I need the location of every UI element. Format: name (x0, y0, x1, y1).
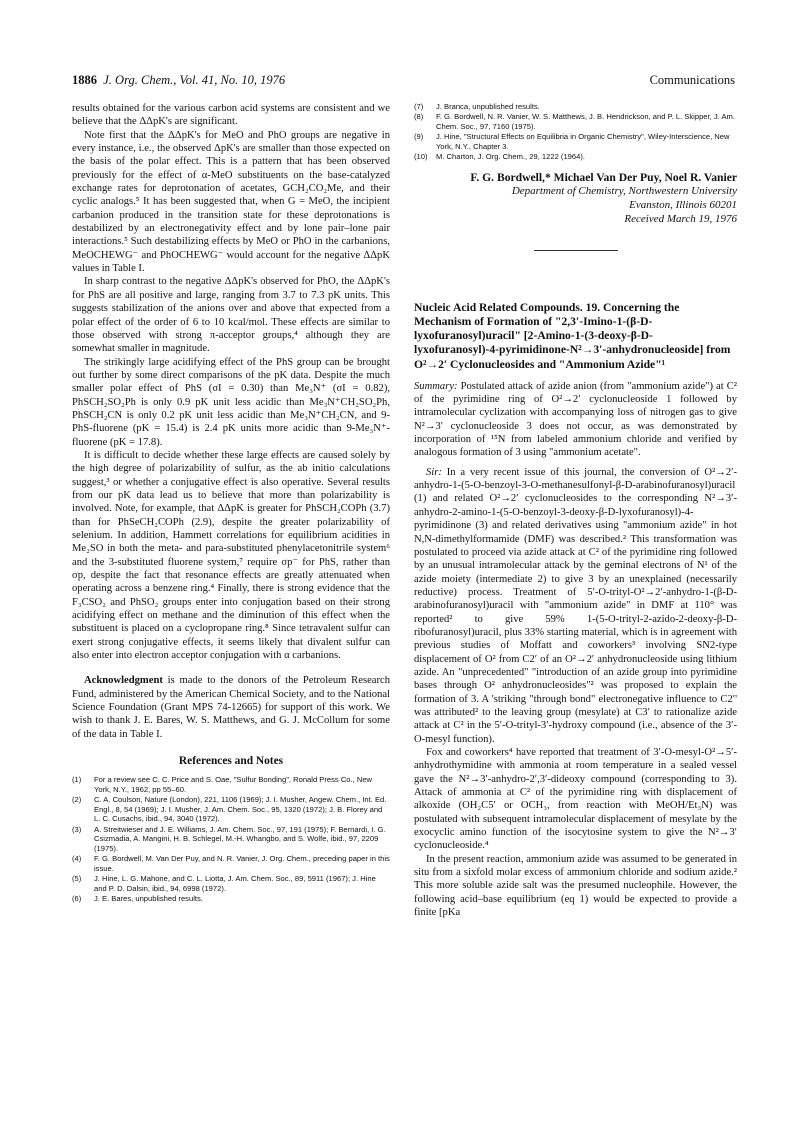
reference-list-continued (414, 102, 737, 162)
paragraph: Note first that the ΔΔpK's for MeO and PhO groups are negative in every instance, i.e., the observed ΔpK's are smaller than those expected on the basis of the polar effect. This is a pattern that has been observed previously for the effect of α-MeO substituents on the base-catalyzed exchange rates for deprotonation of acetates, GCH₂CO₂Me, and their cyclic analogs.⁵ It has been suggested that, when G = MeO, the incipient carbanion produced in the transition state for these deprotonations is destabilized by an electronegativity effect and by lone pair–lone pair interactions.⁵ Such destabilizing effects by MeO or PhO in the carbanions, MeOCHEWG⁻ and PhOCHEWG⁻ would account for the negative ΔΔpK values in Table I. (72, 129, 390, 275)
reference-item (72, 775, 390, 794)
header-left (72, 70, 285, 90)
reference-list (72, 775, 390, 904)
reference-text: F. G. Bordwell, M. Van Der Puy, and N. R. Vanier, J. Org. Chem., preceding paper in this issue. (94, 854, 390, 873)
affiliation-line: Evanston, Illinois 60201 (629, 198, 737, 211)
journal-citation: J. Org. Chem., Vol. 41, No. 10, 1976 (103, 73, 286, 87)
received-date: Received March 19, 1976 (624, 212, 737, 225)
paragraph: In the present reaction, ammonium azide was assumed to be generated in situ from a sixfold molar excess of ammonium chloride and sodium azide.² This more soluble azide salt was the presumed nucleophile. However, the following acid–base equilibrium (eq 1) would be expected to provide a finite [pKa (414, 853, 737, 919)
reference-number: (3) (72, 824, 82, 834)
reference-text: J. Branca, unpublished results. (436, 102, 540, 111)
summary (414, 380, 737, 460)
reference-text: C. A. Coulson, Nature (London), 221, 1106 (1969); J. I. Musher, Angew. Chem., Int. Ed. Engl., 8, 54 (1969); J. I. Musher, J. Am. Chem. Soc., 95, 1320 (1972); J. B. Florey and L. C. Cusachs, ibid., 94, 3040 (1972). (94, 795, 387, 824)
paragraph: Fox and coworkers⁴ have reported that treatment of 3′-O-mesyl-O²→5′-anhydrothymidine with ammonia at room temperature in a sealed vessel gave the N²→3′-anhydro-2′,3′-dideoxy compound (corresponding to 3). Attack of ammonia at C² of the pyrimidine ring with displacement of alkoxide (OH₂C5′ or OCH₃, from reaction with MeOH/Et₃N) was postulated with subsequent intramolecular displacement of mesylate by the exocyclic amino function of the isocytosine system to give the N²→3′ cyclonucleoside.⁴ (414, 747, 737, 852)
author-line: F. G. Bordwell,* Michael Van Der Puy, Noel R. Vanier (470, 170, 737, 184)
acknowledgment (72, 674, 390, 741)
article-title: Nucleic Acid Related Compounds. 19. Concerning the Mechanism of Formation of "2,3′-Imino-1-(β-D-lyxofuranosyl)uracil" [2-Amino-1-(3-deoxy-β-D-lyxofuranosyl)-4-pyrimidinone-N²→3′-anhydronucleoside] from O²→2′ Cyclonucleosides and "Ammonium Azide"¹ (414, 300, 731, 371)
sir-label: Sir: (426, 466, 442, 478)
reference-item (72, 825, 390, 854)
page-number: 1886 (72, 73, 97, 87)
section-name: Communications (649, 73, 735, 87)
reference-number: (5) (72, 874, 82, 884)
right-column (414, 102, 737, 919)
reference-item (414, 112, 737, 131)
reference-number: (4) (72, 854, 82, 864)
acknowledgment-label: Acknowledgment (84, 675, 163, 687)
reference-number: (10) (414, 152, 428, 162)
reference-text: J. Hine, L. G. Mahone, and C. L. Liotta, J. Am. Chem. Soc., 89, 5911 (1967); J. Hine and P. D. Dalsin, ibid., 94, 6998 (1972). (94, 874, 376, 893)
reference-item (414, 102, 737, 112)
reference-number: (8) (414, 112, 424, 122)
summary-label: Summary: (414, 380, 458, 392)
paragraph: The strikingly large acidifying effect of the PhS group can be brought out further by some direct comparisons of the pK data. Despite the much smaller polar effect of PhS (σI = 0.30) than Me₃N⁺ (σI = 0.82), PhSCH₂SO₂Ph is only 0.9 pK unit less acidic than Me₃N⁺CH₂SO₂Ph, PhSCH₂CN is only 0.2 pK unit less acidic than Me₃N⁺CH₂CN, and 9-PhS-fluorene (pK = 15.4) is 2.4 pK units more acidic than 9-Me₃N⁺-fluorene (pK = 17.8). (72, 356, 390, 448)
reference-text: J. Hine, "Structural Effects on Equilibria in Organic Chemistry", Wiley-Interscience, New York, N.Y., Chapter 3. (436, 132, 730, 151)
left-column (72, 102, 390, 904)
section-divider (534, 250, 618, 251)
reference-item (72, 795, 390, 824)
reference-item (414, 152, 737, 162)
paragraph: results obtained for the various carbon acid systems are consistent and we believe that the ΔΔpK's are significant. (72, 103, 390, 128)
sir-text: In a very recent issue of this journal, the conversion of O²→2′-anhydro-1-(5-O-benzoyl-3-O-methanesulfonyl-β-D-arabinofuranosyl)uracil (1) and related O²→2′ cyclonucleosides to the corresponding N²→3′-anhydro-2-amino-1-(5-O-benzoyl-3-deoxy-β-D-lyxofuranosyl)-4-pyrimidinone (3) and related derivatives using "ammonium azide" in hot N,N-dimethylformamide (DMF) was described.² This transformation was postulated to proceed via azide attack at C² of the pyrimidine ring followed by an unusual intramolecular attack by the geminal electrons of N¹ of the azide moiety (intermediate 2) to give 3 by an unexplained (necessarily reductive) process. Treatment of 5′-O-trityl-O²→2′-anhydro-1-(β-D-arabinofuranosyl)uracil with "ammonium azide" in DMF at 110° was reported² to give 59% 1-(5-O-trityl-2-azido-2-deoxy-β-D-ribofuranosyl)uracil, plus 33% starting material, which is in agreement with previous studies of Moffatt and coworkers³ involving SN2-type displacement of O² from C2′ of an O²→2′ anhydronucleoside using lithium azide. An "unprecedented" "introduction of an azide group into pyrimidine bases through O² anhydronucleosides"² was proposed to explain the formation of 3. A 'striking "through bond" electronegative influence to C2′' was attributed² to the leaving group (mesylate) at C3′ to rationalize azide attack at C² in the 5′-O-trityl-3′-hydroxy compound (i.e., absence of the 3′-O-mesyl function). (414, 466, 737, 745)
reference-number: (2) (72, 795, 82, 805)
reference-text: F. G. Bordwell, N. R. Vanier, W. S. Matthews, J. B. Hendrickson, and P. L. Skipper, J. Am. Chem. Soc., 97, 7160 (1975). (436, 112, 735, 131)
reference-item (72, 874, 390, 893)
reference-item (414, 132, 737, 151)
acknowledgment-text: is made to the donors of the Petroleum Research Fund, administered by the American Chemical Society, and to the National Science Foundation (Grant MPS 74-12665) for support of this work. We wish to thank J. E. Bares, W. S. Matthews, and G. J. McCollum for some of the data in Table I. (72, 675, 390, 740)
paragraph: In sharp contrast to the negative ΔΔpK's observed for PhO, the ΔΔpK's for PhS are all positive and large, ranging from 3.7 to 7.3 pK units. This suggests stabilization of the anions over and above that expected from a polar effect of the order of 6 to 10 kcal/mol. These effects are similar to those observed with strong π-acceptor groups,⁴ although they are somewhat smaller in magnitude. (72, 276, 390, 355)
reference-text: M. Charton, J. Org. Chem., 29, 1222 (1964). (436, 152, 585, 162)
reference-number: (9) (414, 132, 424, 142)
reference-number: (6) (72, 894, 82, 904)
reference-text: J. E. Bares, unpublished results. (94, 894, 203, 904)
reference-number: (7) (414, 102, 424, 111)
reference-number: (1) (72, 775, 82, 785)
reference-item (72, 854, 390, 873)
affiliation-line: Department of Chemistry, Northwestern University (511, 184, 737, 197)
running-header (72, 70, 735, 90)
paragraph: It is difficult to decide whether these large effects are caused solely by the high degree of polarizability of sulfur, as the ab initio calculations suggest,³ or whether a conjugative effect is also operative. Several results from our pK data lead us to believe that more than polarizability is involved. Note, for example, that ΔΔpK is greater for PhSCH₂COPh (3.7) than for PhSeCH₂COPh (2.9), despite the greater polarizability of selenium. In addition, Hammett correlations for equilibrium acidities in Me₂SO in both the meta- and para-substituted phenylacetonitrile system⁶ and the 3-substituted fluorene system,⁷ require σp⁻ for PhS, rather than σp, despite the fact that resonance effects are greatly attenuated when operating across a benzene ring.⁴ Finally, there is strong evidence that the F₃CSO₂ and PhSO₂ groups enter into conjugation based on their strong acidifying effect on methane and the diminution of this effect when the substituent is placed on a cyclopropane ring.⁸ Since tetravalent sulfur can exert strong conjugative effects, it seems likely that divalent sulfur can also enter into electron acceptor conjugation with α carbanions. (72, 449, 390, 662)
summary-text: Postulated attack of azide anion (from "ammonium azide") at C² of the pyrimidine ring of O²→2′ cyclonucleoside 1 followed by intramolecular cyclization with accompanying loss of nitrogen gas to give N²→3′ cyclonucleoside 3 does not occur, as was demonstrated by incorporation of ¹⁵N from labeled ammonium chloride and verified by analogous formation of 3 using "ammonium acetate". (414, 380, 737, 459)
paragraph (414, 466, 737, 746)
reference-item (72, 894, 390, 904)
reference-text: For a review see C. C. Price and S. Oae, "Sulfur Bonding", Ronald Press Co., New York, N.Y., 1962, pp 55–60. (94, 775, 373, 794)
references-heading: References and Notes (178, 755, 284, 768)
reference-text: A. Streitwieser and J. E. Williams, J. Am. Chem. Soc., 97, 191 (1975); F. Bernardi, I. G. Csizmadia, A. Mangini, H. B. Schlegel, M.-H. Whangbo, and S. Wolfe, ibid., 97, 2209 (1975). (94, 824, 386, 854)
